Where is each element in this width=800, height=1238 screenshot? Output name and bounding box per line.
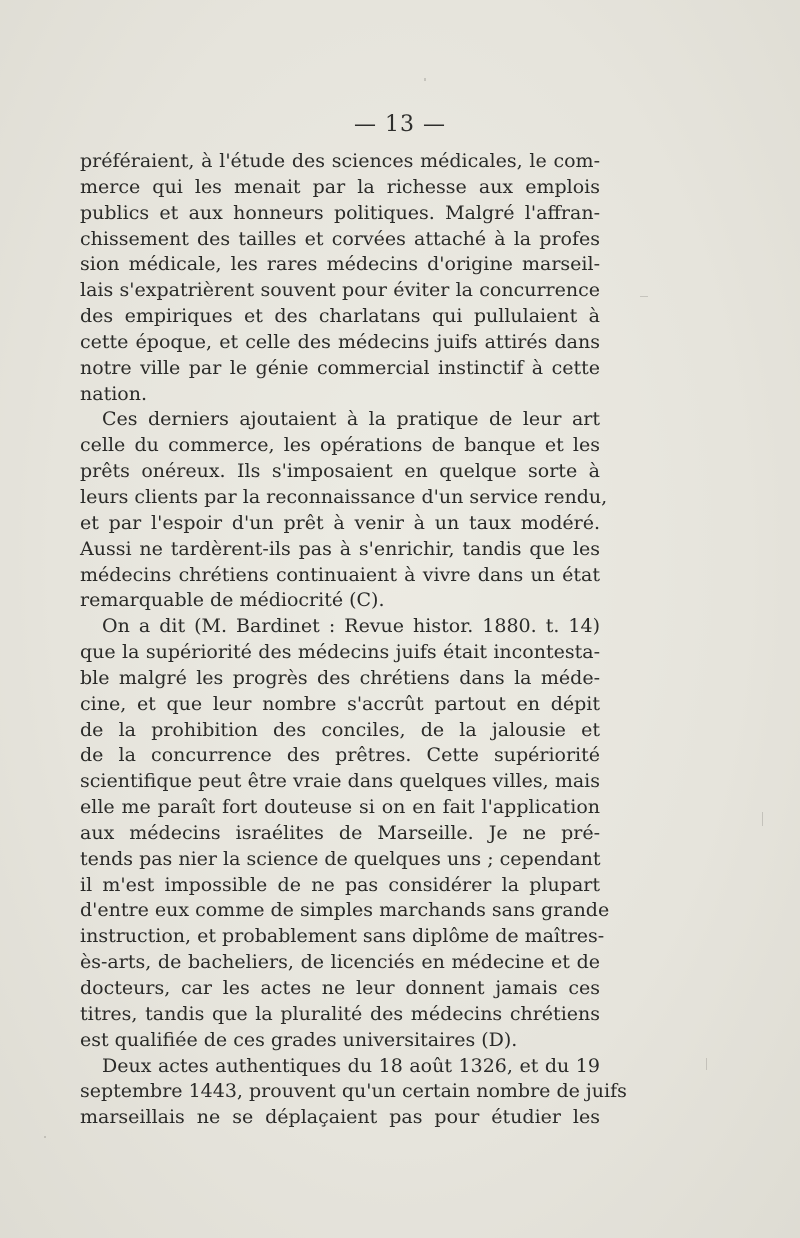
text-line: médecins chrétiens continuaient à vivre dans un état (80, 563, 600, 586)
text-line: sion médicale, les rares médecins d'origine marseil- (80, 253, 600, 276)
body-text (80, 149, 627, 1131)
text-line: cine, et que leur nombre s'accrût partout en dépit (80, 692, 600, 715)
text-line: merce qui les menait par la richesse aux emplois (80, 175, 600, 198)
paper-speck (706, 1058, 707, 1070)
text-line: des empiriques et des charlatans qui pullulaient à (80, 305, 600, 328)
text-line: prêts onéreux. Ils s'imposaient en quelque sorte à (80, 460, 600, 483)
text-line: est qualifiée de ces grades universitaires (D). (80, 1028, 518, 1051)
paper-speck (762, 812, 763, 826)
paper-speck (424, 78, 426, 81)
text-line: ès-arts, de bacheliers, de licenciés en médecine et de (80, 951, 600, 974)
text-line: tends pas nier la science de quelques uns ; cependant (80, 847, 601, 870)
text-line: Deux actes authentiques du 18 août 1326, et du 19 (102, 1054, 600, 1077)
text-line: nation. (80, 382, 147, 405)
text-line: de la prohibition des conciles, de la jalousie et (80, 718, 600, 741)
text-line: préféraient, à l'étude des sciences médicales, le com- (80, 150, 600, 172)
text-line: lais s'expatrièrent souvent pour éviter la concurrence (80, 279, 600, 302)
text-line: instruction, et probablement sans diplôme de maîtres- (80, 925, 605, 948)
paper-speck (44, 1136, 46, 1138)
text-line: d'entre eux comme de simples marchands sans grande (80, 899, 610, 922)
paper-speck (640, 296, 648, 297)
text-line: leurs clients par la reconnaissance d'un service rendu, (80, 485, 608, 508)
text-line: marseillais ne se déplaçaient pas pour étudier les (80, 1106, 600, 1129)
text-line: notre ville par le génie commercial instinctif à cette (80, 356, 600, 379)
text-line: il m'est impossible de ne pas considérer la plupart (80, 873, 600, 896)
text-line: publics et aux honneurs politiques. Malgré l'affran- (80, 201, 600, 224)
text-line: Aussi ne tardèrent-ils pas à s'enrichir, tandis que les (80, 537, 600, 560)
text-line: docteurs, car les actes ne leur donnent jamais ces (80, 977, 600, 999)
text-line: scientifique peut être vraie dans quelques villes, mais (80, 770, 600, 793)
text-line: aux médecins israélites de Marseille. Je ne pré- (80, 821, 600, 844)
text-line: cette époque, et celle des médecins juifs attirés dans (80, 330, 600, 353)
page-number: — 13 — (354, 112, 446, 137)
text-line: elle me paraît fort douteuse si on en fait l'application (80, 796, 600, 819)
text-line: ble malgré les progrès des chrétiens dans la méde- (80, 666, 600, 689)
text-line: septembre 1443, prouvent qu'un certain nombre de juifs (80, 1080, 627, 1103)
text-line: que la supériorité des médecins juifs était incontesta- (80, 641, 600, 664)
text-line: celle du commerce, les opérations de banque et les (80, 434, 600, 457)
text-line: remarquable de médiocrité (C). (80, 589, 385, 612)
text-line: titres, tandis que la pluralité des médecins chrétiens (80, 1002, 600, 1025)
text-line: Ces derniers ajoutaient à la pratique de leur art (102, 408, 600, 431)
text-line: de la concurrence des prêtres. Cette supériorité (80, 744, 600, 767)
text-line: chissement des tailles et corvées attaché à la profes (80, 227, 600, 250)
text-line: On a dit (M. Bardinet : Revue histor. 1880. t. 14) (102, 615, 600, 638)
text-line: et par l'espoir d'un prêt à venir à un taux modéré. (80, 511, 600, 534)
